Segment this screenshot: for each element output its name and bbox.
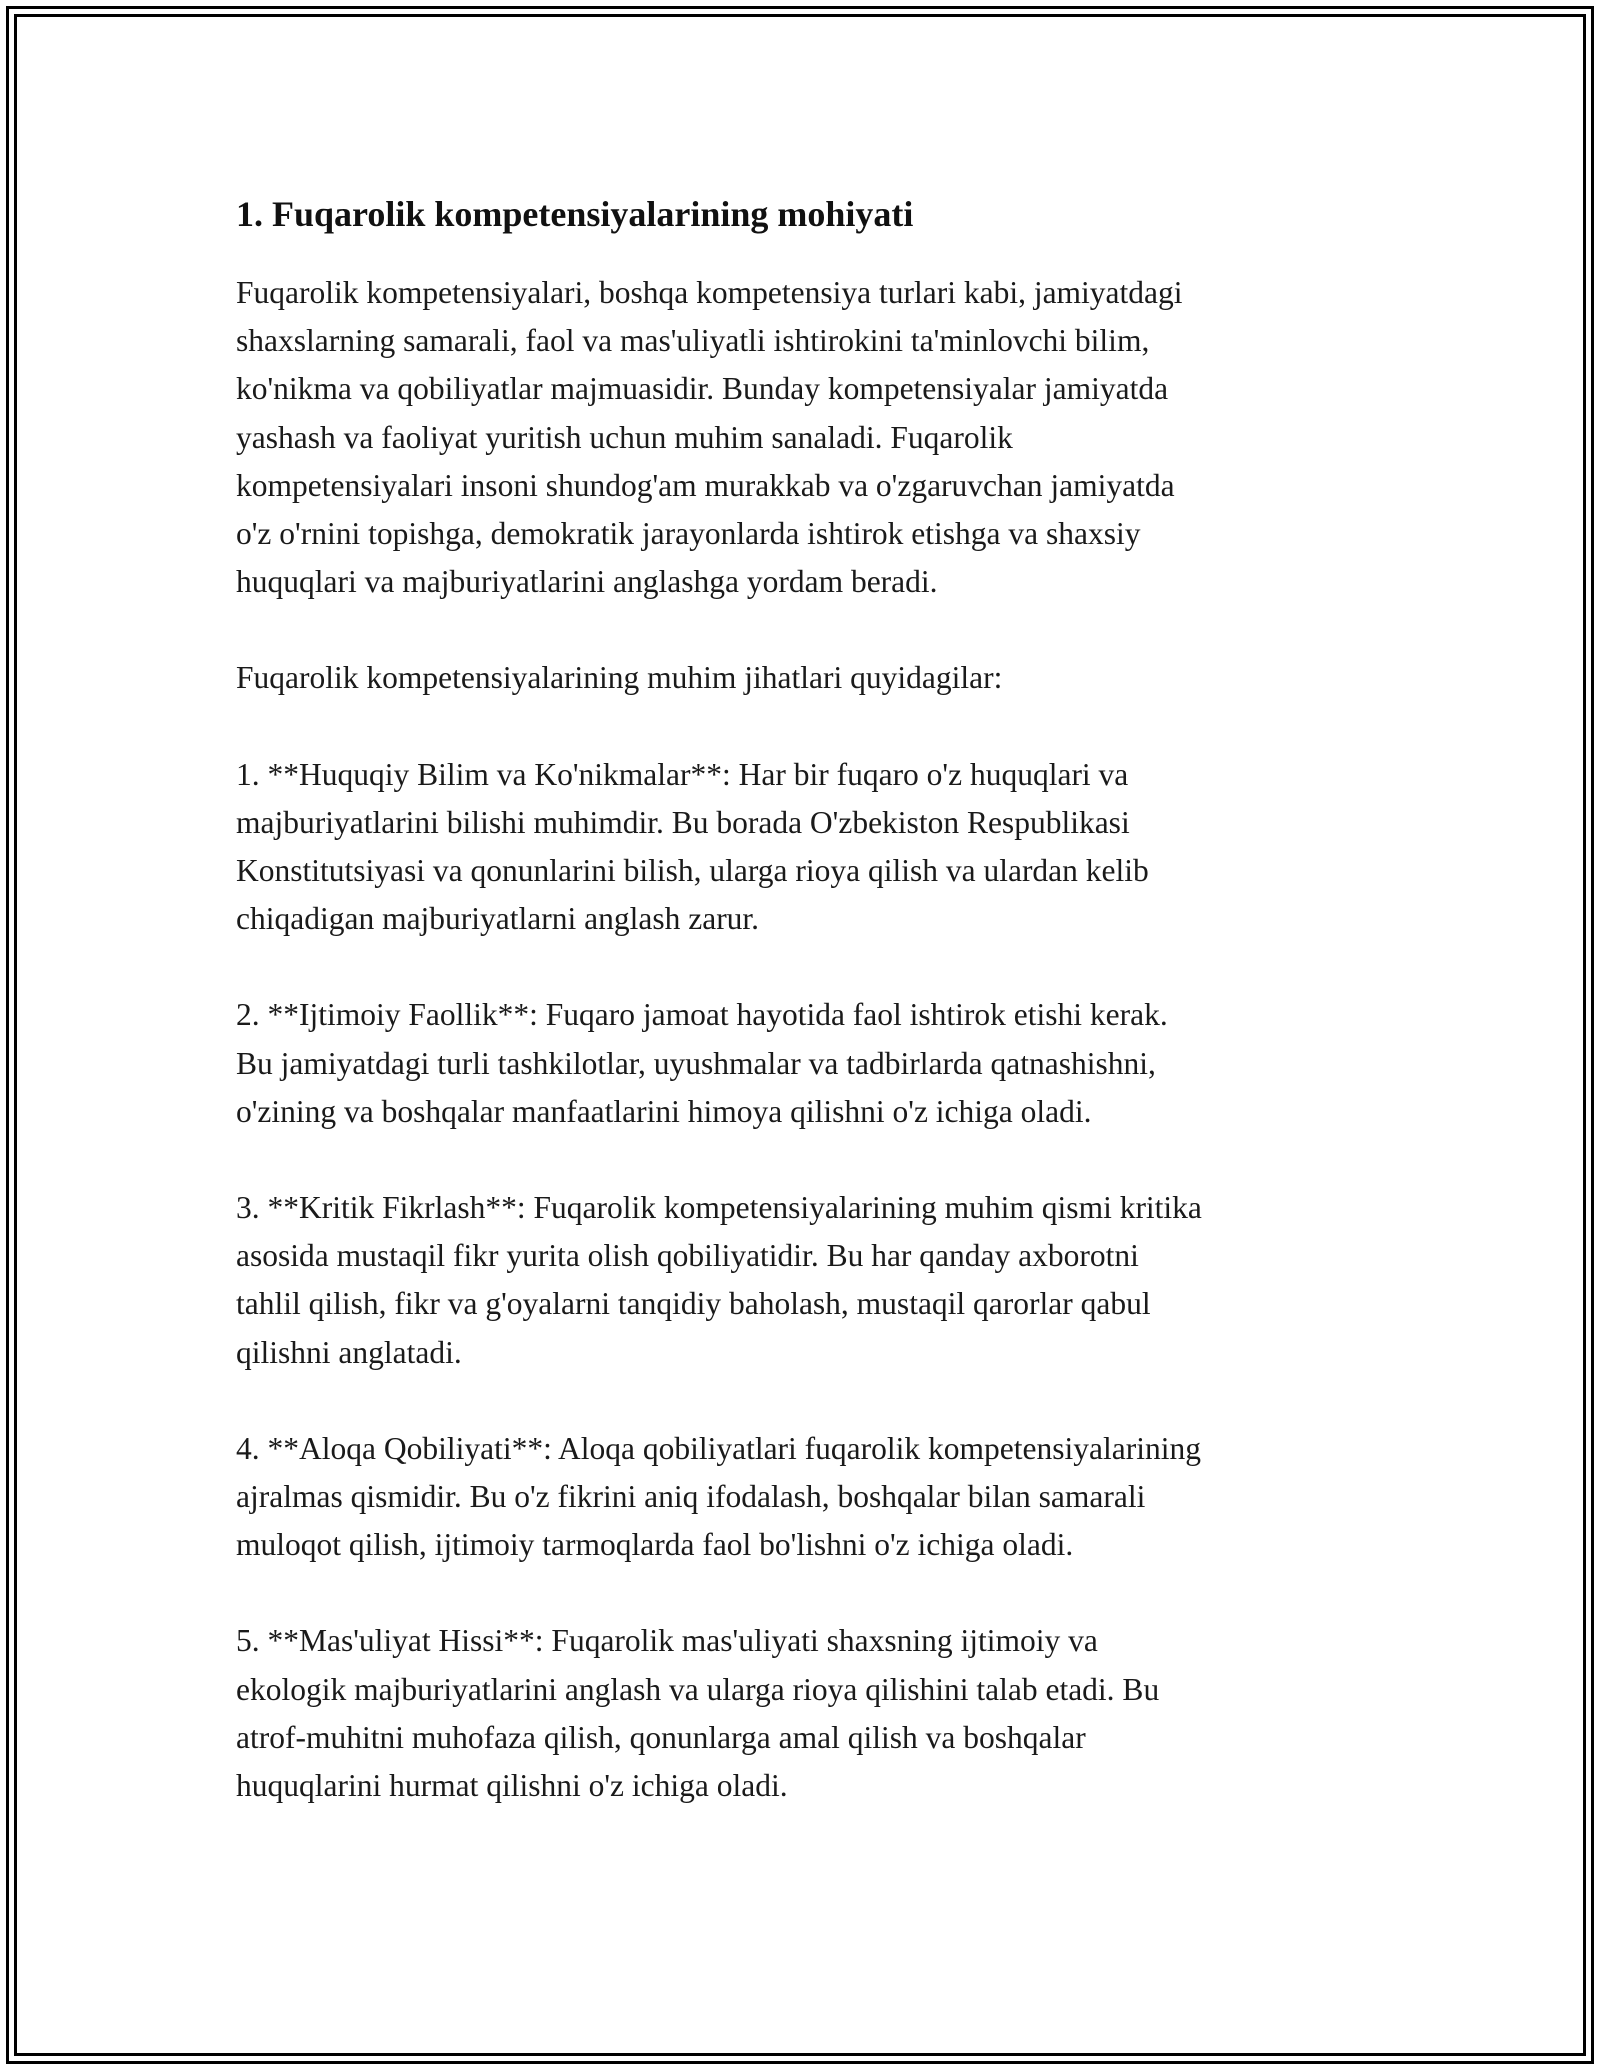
- list-item-responsibility: 5. **Mas'uliyat Hissi**: Fuqarolik mas'uliyati shaxsning ijtimoiy va ekologik majburiyatlarini anglash va ularga rioya qilishini talab etadi. Bu atrof-muhitni muhofaza qilish, qonunlarga amal qilish va boshqalar huquqlarini hurmat qilishni o'z ichiga oladi.: [236, 1623, 1160, 1804]
- list-item-social-activity: 2. **Ijtimoiy Faollik**: Fuqaro jamoat hayotida faol ishtirok etishi kerak. Bu jamiyatdagi turli tashkilotlar, uyushmalar va tadbirlarda qatnashishni, o'zining va boshqalar manfaatlarini himoya qilishni o'z ichiga oladi.: [236, 997, 1168, 1129]
- list-item-legal-knowledge: 1. **Huquqiy Bilim va Ko'nikmalar**: Har bir fuqaro o'z huquqlari va majburiyatlarini bilishi muhimdir. Bu borada O'zbekiston Respublikasi Konstitutsiyasi va qonunlarini bilish, ularga rioya qilish va ulardan kelib chiqadigan majburiyatlarni anglash zarur.: [236, 756, 1149, 937]
- list-item-communication: 4. **Aloqa Qobiliyati**: Aloqa qobiliyatlari fuqarolik kompetensiyalarining ajralmas qismidir. Bu o'z fikrini aniq ifodalash, boshqalar bilan samarali muloqot qilish, ijtimoiy tarmoqlarda faol bo'lishni o'z ichiga oladi.: [236, 1430, 1201, 1563]
- list-intro-paragraph: Fuqarolik kompetensiyalarining muhim jihatlari quyidagilar:: [236, 660, 1003, 696]
- list-item-critical-thinking: 3. **Kritik Fikrlash**: Fuqarolik kompetensiyalarining muhim qismi kritika asosida mustaqil fikr yurita olish qobiliyatidir. Bu har qanday axborotni tahlil qilish, fikr va g'oyalarni tanqidiy baholash, mustaqil qarorlar qabul qilishni anglatadi.: [236, 1190, 1202, 1370]
- section-heading: 1. Fuqarolik kompetensiyalarining mohiyati: [236, 194, 914, 234]
- document-body: [236, 186, 1386, 1858]
- intro-paragraph: Fuqarolik kompetensiyalari, boshqa kompetensiya turlari kabi, jamiyatdagi shaxslarning samarali, faol va mas'uliyatli ishtirokini ta'minlovchi bilim, ko'nikma va qobiliyatlar majmuasidir. Bunday kompetensiyalar jamiyatda yashash va faoliyat yuritish uchun muhim sanaladi. Fuqarolik kompetensiyalari insoni shundog'am murakkab va o'zgaruvchan jamiyatda o'z o'rnini topishga, demokratik jarayonlarda ishtirok etishga va shaxsiy huquqlari va majburiyatlarini anglashga yordam beradi.: [236, 275, 1183, 600]
